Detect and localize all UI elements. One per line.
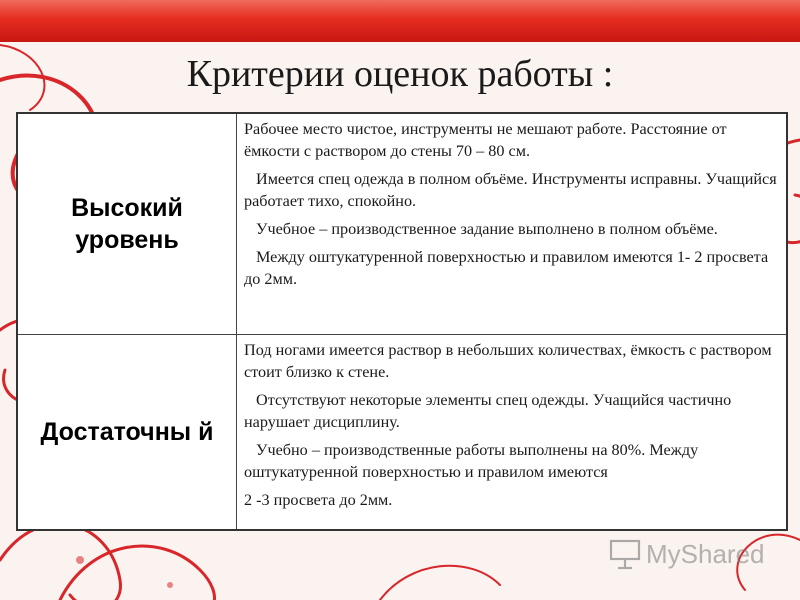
description-cell [237,335,788,531]
description-paragraph: Имеется спец одежда в полном объёме. Инструменты исправны. Учащийся работает тихо, спокойно. [244,170,777,210]
level-cell: Высокий уровень [17,113,237,335]
criteria-table [16,112,788,531]
presentation-board-icon [608,537,642,571]
level-cell: Достаточны й [17,335,237,531]
description-cell [237,113,788,335]
dot-2 [76,556,84,564]
dot-3 [167,582,173,588]
myshared-watermark [608,536,765,572]
description-paragraph: 2 -3 просвета до 2мм. [244,491,393,509]
table-row [17,113,787,335]
description-paragraph: Отсутствуют некоторые элементы спец одежды. Учащийся частично нарушает дисциплину. [244,391,732,431]
description-paragraph: Учебное – производственное задание выполнено в полном объёме. [256,220,718,238]
swirl-bottom-1 [60,546,214,600]
watermark-text: MyShared [646,538,765,569]
table-row [17,335,787,531]
description-paragraph: Между оштукатуренной поверхностью и правилом имеются 1- 2 просвета до 2мм. [244,248,769,288]
swirl-left-3 [0,524,120,600]
swirl-bottom-2 [380,566,500,600]
top-red-band [0,0,800,42]
description-paragraph: Учебно – производственные работы выполнены на 80%. Между оштукатуренной поверхностью и правилом имеются [244,441,699,481]
description-paragraph: Под ногами имеется раствор в небольших количествах, ёмкость с раствором стоит близко к стене. [244,341,772,381]
description-paragraph: Рабочее место чистое, инструменты не мешают работе. Расстояние от ёмкости с раствором до стены 70 – 80 см. [244,120,727,160]
slide-title: Критерии оценок работы : [186,53,614,95]
